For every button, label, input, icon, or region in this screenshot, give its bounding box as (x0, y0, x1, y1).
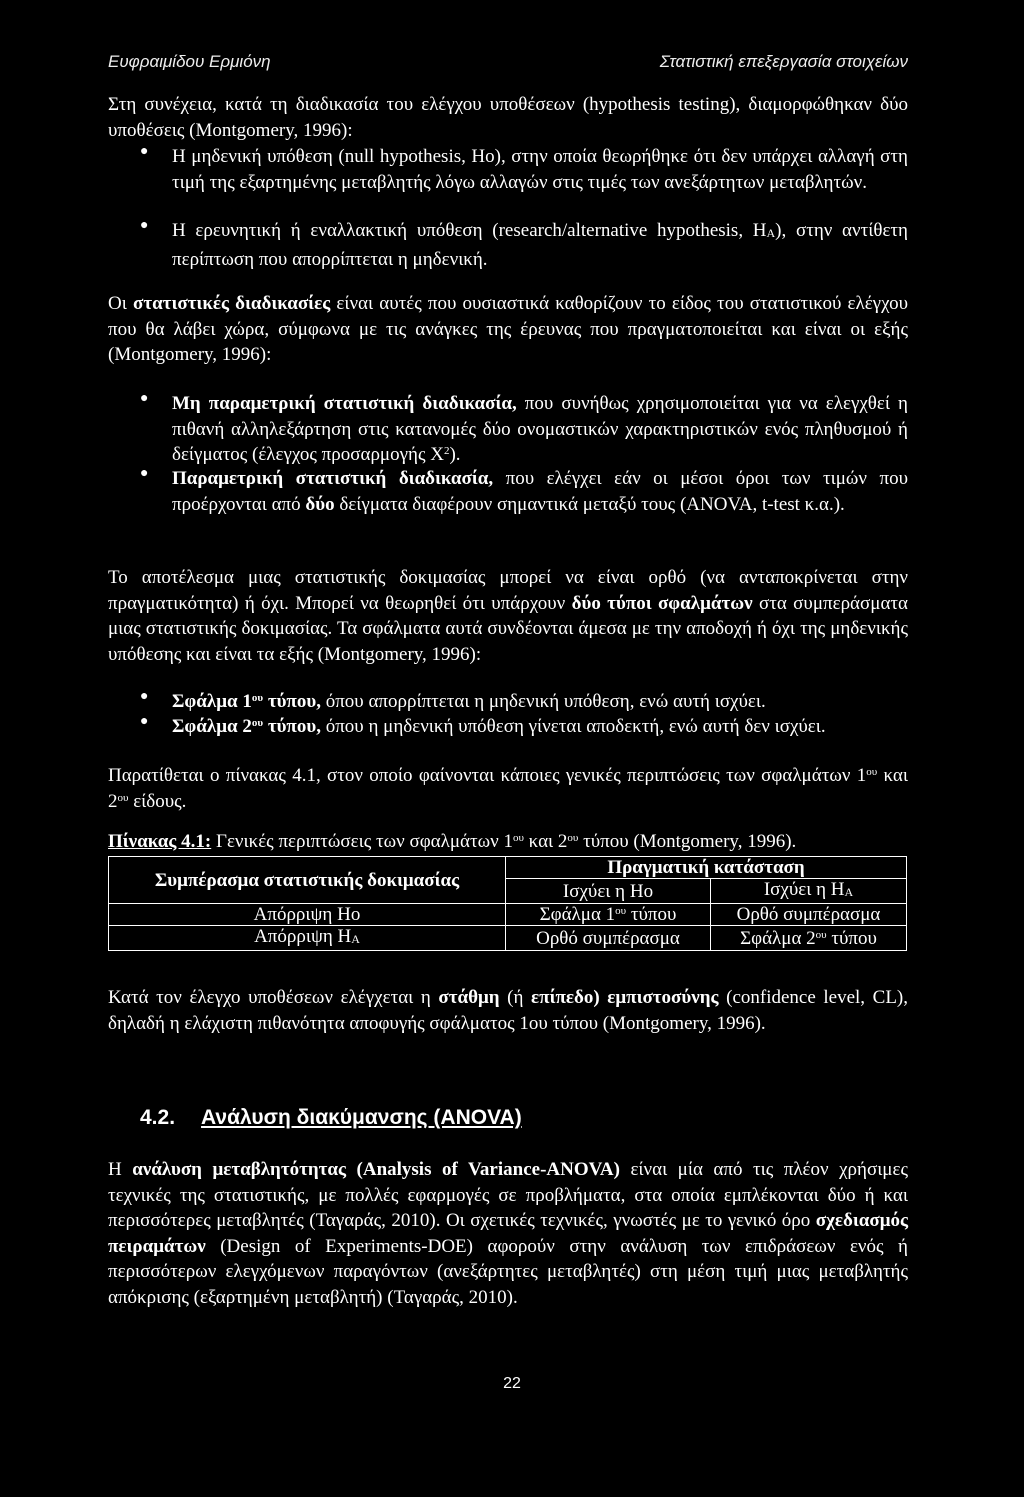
bullet-icon: ● (140, 144, 149, 159)
page-number: 22 (503, 1375, 521, 1392)
table-header-conclusion: Συμπέρασμα στατιστικής δοκιμασίας (109, 857, 506, 904)
table-caption: Πίνακας 4.1: Γενικές περιπτώσεις των σφαλμάτων $1^{o\upsilon}$ και $2^{o\upsilon}$ τύπου (Montgomery, 1996). (108, 831, 797, 852)
error-type2-text: Σφάλμα $2^{o\upsilon}$ τύπου, όπου η μηδενική υπόθεση γίνεται αποδεκτή, ενώ αυτή δεν ισχύει. (172, 716, 826, 737)
table-cell: Ορθό συμπέρασμα (711, 904, 907, 926)
bullet-icon: ● (140, 218, 149, 233)
table-cell: Απόρριψη $H_A$ (109, 926, 506, 951)
table-cell: Σφάλμα $2^{o\upsilon}$ τύπου (711, 926, 907, 951)
table-cell: Ορθό συμπέρασμα (506, 926, 711, 951)
hypothesis-null-text: Η μηδενική υπόθεση (null hypothesis, Ho), στην οποία θεωρήθηκε ότι δεν υπάρχει αλλαγή στη τιμή της εξαρτημένης μεταβλητής λόγω αλλαγών στις τιμές των ανεξάρτητων μεταβλητών. (172, 146, 908, 193)
table-subheader-ha: Ισχύει η $H_A$ (711, 879, 907, 904)
errors-table (108, 856, 907, 951)
bullet-icon: ● (140, 466, 149, 481)
table-intro-paragraph: Παρατίθεται ο πίνακας 4.1, στον οποίο φαίνονται κάποιες γενικές περιπτώσεις των σφαλμάτων $1^{o\upsilon}$ και $2^{o\upsilon}$ είδους. (108, 765, 908, 812)
table-header-actual-state: Πραγματική κατάσταση (506, 857, 907, 879)
section-title: Ανάλυση διακύμανσης (ANOVA) (201, 1106, 522, 1129)
section-number: 4.2. (140, 1106, 176, 1129)
table-row (109, 904, 907, 926)
table-cell: Απόρριψη Ho (109, 904, 506, 926)
bullet-icon: ● (140, 391, 149, 406)
bullet-icon: ● (140, 714, 149, 729)
header-author: Ευφραιμίδου Ερμιόνη (108, 52, 271, 71)
intro-paragraph: Στη συνέχεια, κατά τη διαδικασία του ελέγχου υποθέσεων (hypothesis testing), διαμορφώθηκαν δύο υποθέσεις (Montgomery, 1996): (108, 94, 908, 141)
anova-paragraph: Η ανάλυση μεταβλητότητας (Analysis of Variance-ANOVA) είναι μία από τις πλέον χρήσιμες τεχνικές της στατιστικής, με πολλές εφαρμογές σε προβλήματα, στα οποία εμπλέκονται δύο ή και περισσότερες μεταβλητές (Ταγαράς, 2010). Οι σχετικές τεχνικές, γνωστές με το γενικό όρο σχεδιασμός πειραμάτων (Design of Experiments-DOE) αφορούν στην ανάλυση των επιδράσεων ενός ή περισσότερων ελεγχόμενων παραγόντων (ανεξάρτητες μεταβλητές) στη μέση τιμή μιας μεταβλητής απόκρισης (εξαρτημένη μεταβλητή) (Ταγαράς, 2010). (108, 1159, 908, 1308)
error-type1-text: Σφάλμα $1^{o\upsilon}$ τύπου, όπου απορρίπτεται η μηδενική υπόθεση, ενώ αυτή ισχύει. (172, 691, 766, 712)
result-paragraph: Το αποτέλεσμα μιας στατιστικής δοκιμασίας μπορεί να είναι ορθό (να ανταποκρίνεται στην πραγματικότητα) ή όχι. Μπορεί να θεωρηθεί ότι υπάρχουν δύο τύποι σφαλμάτων στα συμπεράσματα μιας στατιστικής δοκιμασίας. Τα σφάλματα αυτά συνδέονται άμεσα με την αποδοχή ή όχι της μηδενικής υπόθεσης και είναι τα εξής (Montgomery, 1996): (108, 567, 908, 665)
bullet-icon: ● (140, 689, 149, 704)
procedure-parametric-text: Παραμετρική στατιστική διαδικασία, που ελέγχει εάν οι μέσοι όροι των τιμών που προέρχονται από δύο δείγματα διαφέρουν σημαντικά μεταξύ τους (ANOVA, t-test κ.α.). (172, 468, 908, 515)
table-cell: Σφάλμα $1^{o\upsilon}$ τύπου (506, 904, 711, 926)
section-heading (140, 1106, 522, 1130)
table-row (109, 926, 907, 951)
header-title: Στατιστική επεξεργασία στοιχείων (659, 52, 908, 71)
procedures-paragraph: Οι στατιστικές διαδικασίες είναι αυτές που ουσιαστικά καθορίζουν το είδος του στατιστικού ελέγχου που θα λάβει χώρα, σύμφωνα με τις ανάγκες της έρευνας που πραγματοποιείται και είναι οι εξής (Montgomery, 1996): (108, 293, 908, 366)
procedure-nonparametric-text: Μη παραμετρική στατιστική διαδικασία, που συνήθως χρησιμοποιείται για να ελεγχθεί η πιθανή αλληλεξάρτηση στις κατανομές δύο ονομαστικών χαρακτηριστικών ενός πληθυσμού ή δείγματος (έλεγχος προσαρμογής $X^2$). (172, 393, 908, 466)
confidence-paragraph: Κατά τον έλεγχο υποθέσεων ελέγχεται η στάθμη (ή επίπεδο) εμπιστοσύνης (confidence level, CL), δηλαδή η ελάχιστη πιθανότητα αποφυγής σφάλματος 1ου τύπου (Montgomery, 1996). (108, 987, 909, 1034)
hypothesis-alt-text: Η ερευνητική ή εναλλακτική υπόθεση (research/alternative hypothesis, $H_A$), στην αντίθετη περίπτωση που απορρίπτεται η μηδενική. (172, 220, 908, 270)
table-subheader-ho: Ισχύει η Ho (506, 879, 711, 904)
